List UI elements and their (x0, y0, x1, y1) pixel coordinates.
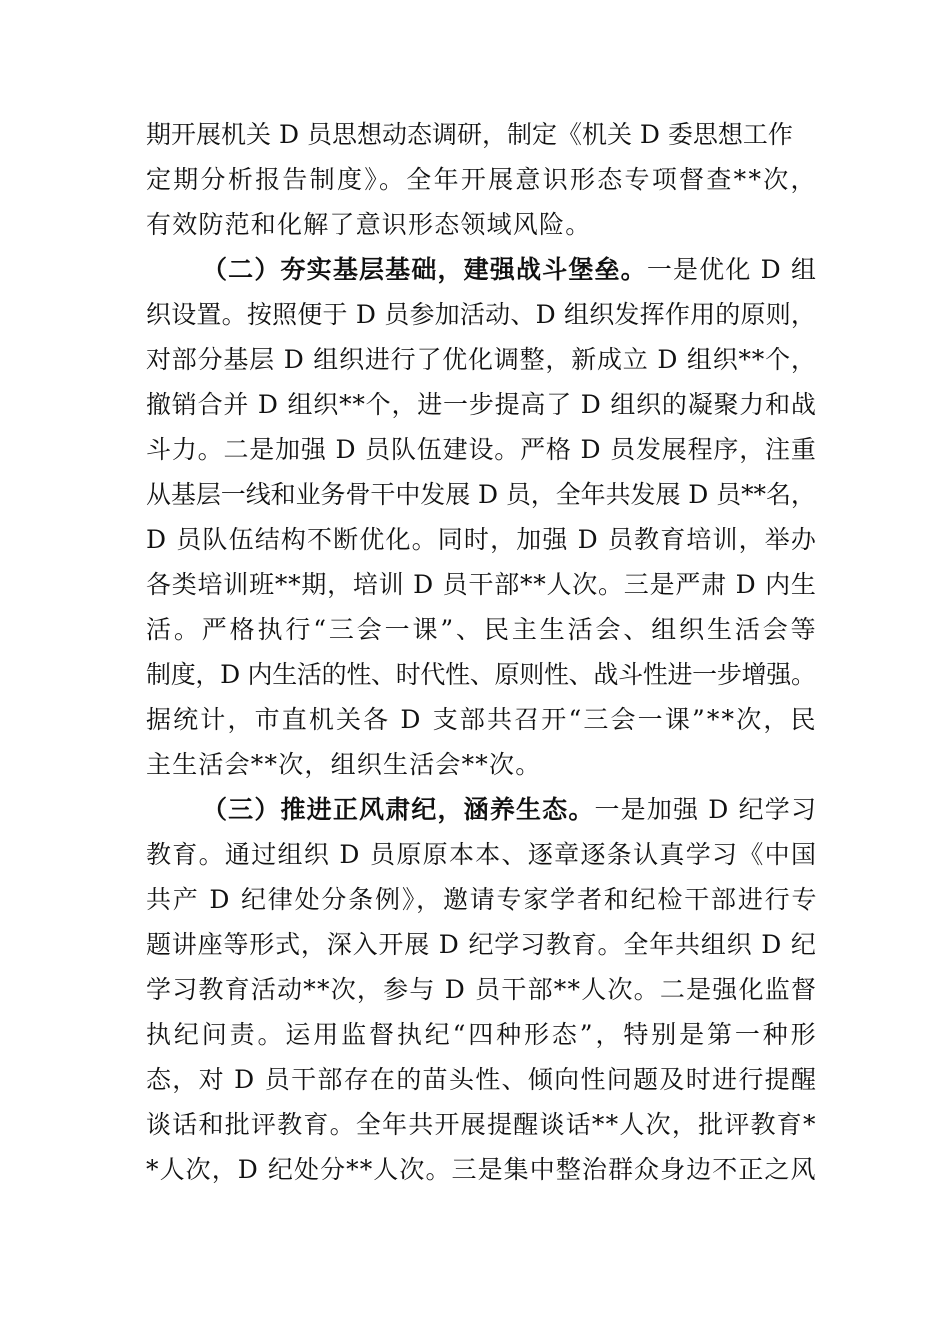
paragraph-line: 撤销合并 D 组织**个，进一步提高了 D 组织的凝聚力和战 (146, 390, 817, 419)
paragraph-line: 教育。通过组织 D 员原原本本、逐章逐条认真学习《中国 (146, 840, 818, 869)
paragraph-line: 从基层一线和业务骨干中发展 D 员，全年共发展 D 员**名， (146, 480, 816, 509)
document-body (146, 120, 819, 1184)
paragraph-line: 有效防范和化解了意识形态领域风险。 (146, 210, 592, 239)
paragraph-line: *人次，D 纪处分**人次。三是集中整治群众身边不正之风 (146, 1155, 817, 1184)
paragraph-line: 态，对 D 员干部存在的苗头性、倾向性问题及时进行提醒 (146, 1065, 818, 1094)
paragraph-line: 学习教育活动**次，参与 D 员干部**人次。二是强化监督 (146, 975, 818, 1004)
paragraph-line: 题讲座等形式，深入开展 D 纪学习教育。全年共组织 D 纪 (146, 930, 817, 959)
paragraph-text: 一是加强 D 纪学习 (594, 795, 818, 824)
section-heading: （二）夯实基层基础，建强战斗堡垒。 (202, 255, 647, 284)
paragraph-first-line (202, 795, 817, 825)
paragraph-line: 谈话和批评教育。全年共开展提醒谈话**人次，批评教育* (146, 1110, 817, 1139)
section-heading: （三）推进正风肃纪，涵养生态。 (202, 795, 595, 824)
paragraph-line: 定期分析报告制度》。全年开展意识形态专项督查**次， (146, 165, 818, 194)
paragraph-line: 据统计，市直机关各 D 支部共召开“三会一课”**次，民 (146, 705, 818, 734)
paragraph-line: D 员队伍结构不断优化。同时，加强 D 员教育培训，举办 (146, 525, 818, 554)
paragraph-line: 期开展机关 D 员思想动态调研，制定《机关 D 委思想工作 (146, 120, 793, 149)
paragraph-line: 对部分基层 D 组织进行了优化调整，新成立 D 组织**个， (146, 345, 817, 374)
paragraph-line: 执纪问责。运用监督执纪“四种形态”，特别是第一种形 (146, 1020, 819, 1049)
paragraph-line: 斗力。二是加强 D 员队伍建设。严格 D 员发展程序，注重 (146, 435, 817, 464)
paragraph-line: 活。严格执行“三会一课”、民主生活会、组织生活会等 (146, 615, 819, 644)
paragraph-first-line (202, 255, 817, 285)
paragraph-line: 共产 D 纪律处分条例》，邀请专家学者和纪检干部进行专 (146, 885, 819, 914)
paragraph-line: 各类培训班**期，培训 D 员干部**人次。三是严肃 D 内生 (146, 570, 817, 599)
paragraph-text: 一是优化 D 组 (646, 255, 818, 284)
paragraph-line: 制度，D 内生活的性、时代性、原则性、战斗性进一步增强。 (146, 660, 816, 689)
paragraph-line: 织设置。按照便于 D 员参加活动、D 组织发挥作用的原则， (146, 300, 817, 329)
paragraph-line: 主生活会**次，组织生活会**次。 (146, 750, 542, 779)
